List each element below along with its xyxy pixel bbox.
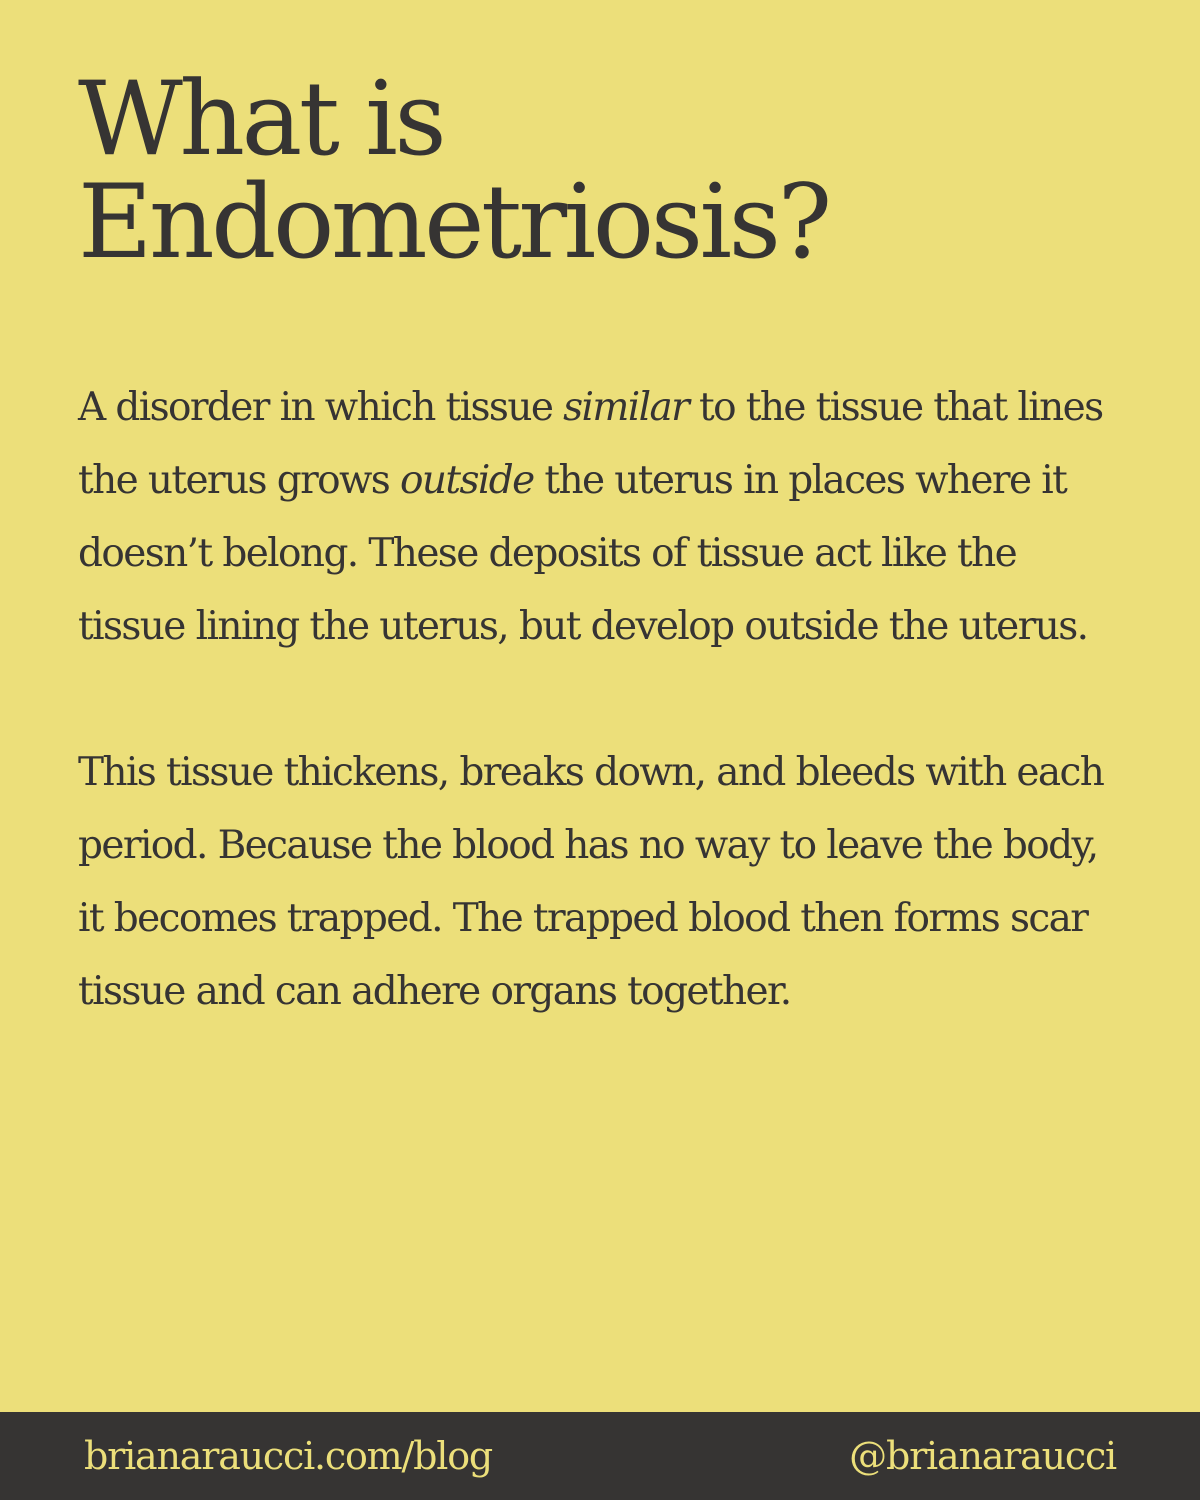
title-line-2: Endometriosis? [78, 163, 829, 282]
definition-paragraph [78, 371, 1122, 663]
website-link[interactable]: brianaraucci.com/blog [84, 1434, 492, 1478]
social-handle-link[interactable]: @brianaraucci [849, 1434, 1116, 1478]
title-line-1: What is [78, 60, 444, 179]
explanation-paragraph: This tissue thickens, breaks down, and bleeds with each period. Because the blood has no way to leave the body, it becomes trapped. The trapped blood then forms scar tissue and can adhere organs together. [78, 750, 1104, 1014]
page-title [78, 60, 1122, 282]
definition-text-2: to the tissue that lines the uterus grows [78, 385, 1103, 503]
definition-text-3: the uterus in places where it doesn’t belong. These deposits of tissue act like the tissue lining the uterus, but develop outside the uterus. [78, 458, 1088, 649]
footer-bar [0, 1412, 1200, 1500]
definition-text-1: A disorder in which tissue [78, 385, 564, 430]
outside-emphasis: outside [400, 458, 534, 503]
similar-emphasis: similar [563, 385, 689, 430]
